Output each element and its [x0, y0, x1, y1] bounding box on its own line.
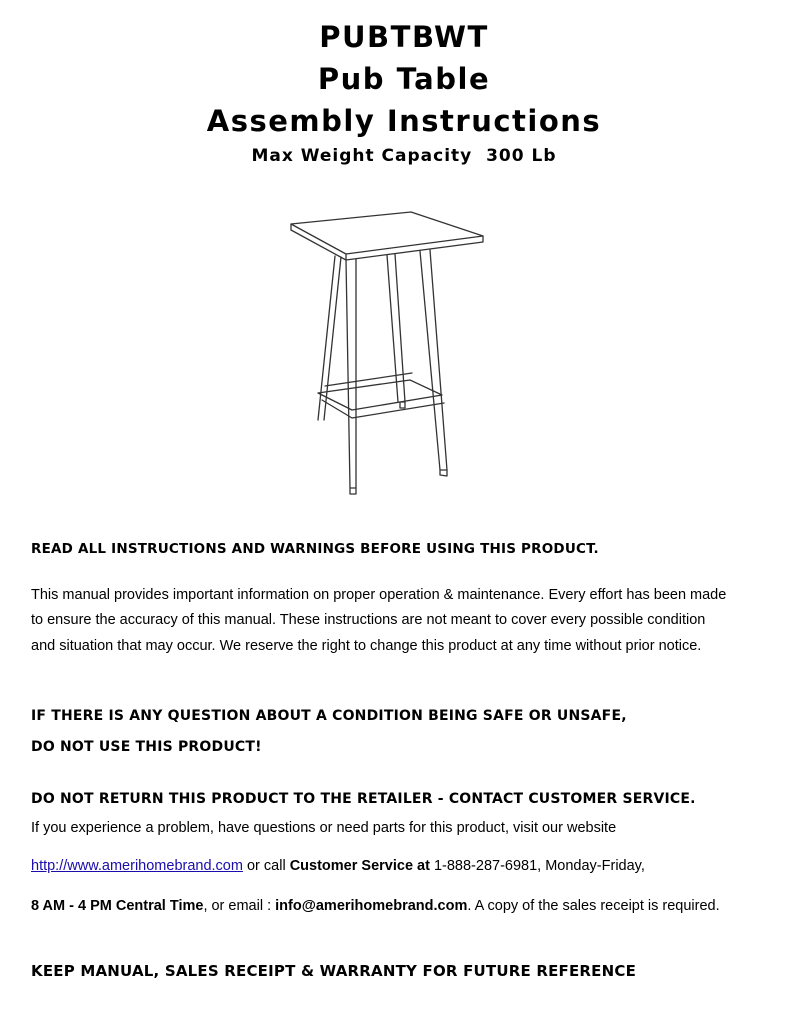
pub-table-icon — [280, 200, 490, 500]
model-number: PUBTBWT — [319, 20, 489, 54]
contact-line-email — [31, 898, 720, 914]
receipt-note: . A copy of the sales receipt is required. — [467, 898, 720, 914]
or-email-text: , or email : — [203, 898, 276, 914]
read-instructions-heading: READ ALL INSTRUCTIONS AND WARNINGS BEFORE USING THIS PRODUCT. — [31, 541, 599, 557]
safety-question-line-1: IF THERE IS ANY QUESTION ABOUT A CONDITION BEING SAFE OR UNSAFE, — [31, 708, 627, 724]
customer-service-label: Customer Service at — [289, 858, 430, 874]
contact-line-website — [31, 858, 645, 874]
phone-hours-text: 1-888-287-6981, Monday-Friday, — [429, 858, 645, 874]
document-title: Assembly Instructions — [206, 104, 602, 138]
business-hours: 8 AM - 4 PM Central Time — [31, 898, 204, 914]
product-name: Pub Table — [317, 62, 491, 96]
or-call-text: or call — [242, 858, 290, 874]
weight-capacity: Max Weight Capacity 300 Lb — [251, 146, 557, 166]
do-not-return-heading: DO NOT RETURN THIS PRODUCT TO THE RETAILER - CONTACT CUSTOMER SERVICE. — [31, 791, 696, 807]
contact-intro: If you experience a problem, have questions or need parts for this product, visit our website — [31, 820, 617, 836]
keep-manual-heading: KEEP MANUAL, SALES RECEIPT & WARRANTY FOR FUTURE REFERENCE — [31, 962, 637, 980]
website-link[interactable]: http://www.amerihomebrand.com — [31, 858, 243, 874]
safety-question-line-2: DO NOT USE THIS PRODUCT! — [31, 739, 262, 755]
email-address[interactable]: info@amerihomebrand.com — [275, 898, 468, 914]
intro-paragraph: This manual provides important information on proper operation & maintenance. Every effort has been made to ensure the accuracy of this manual. These instructions are not meant to cover every possible condition and situation that may occur. We reserve the right to change this product at any time without prior notice. — [31, 587, 727, 654]
